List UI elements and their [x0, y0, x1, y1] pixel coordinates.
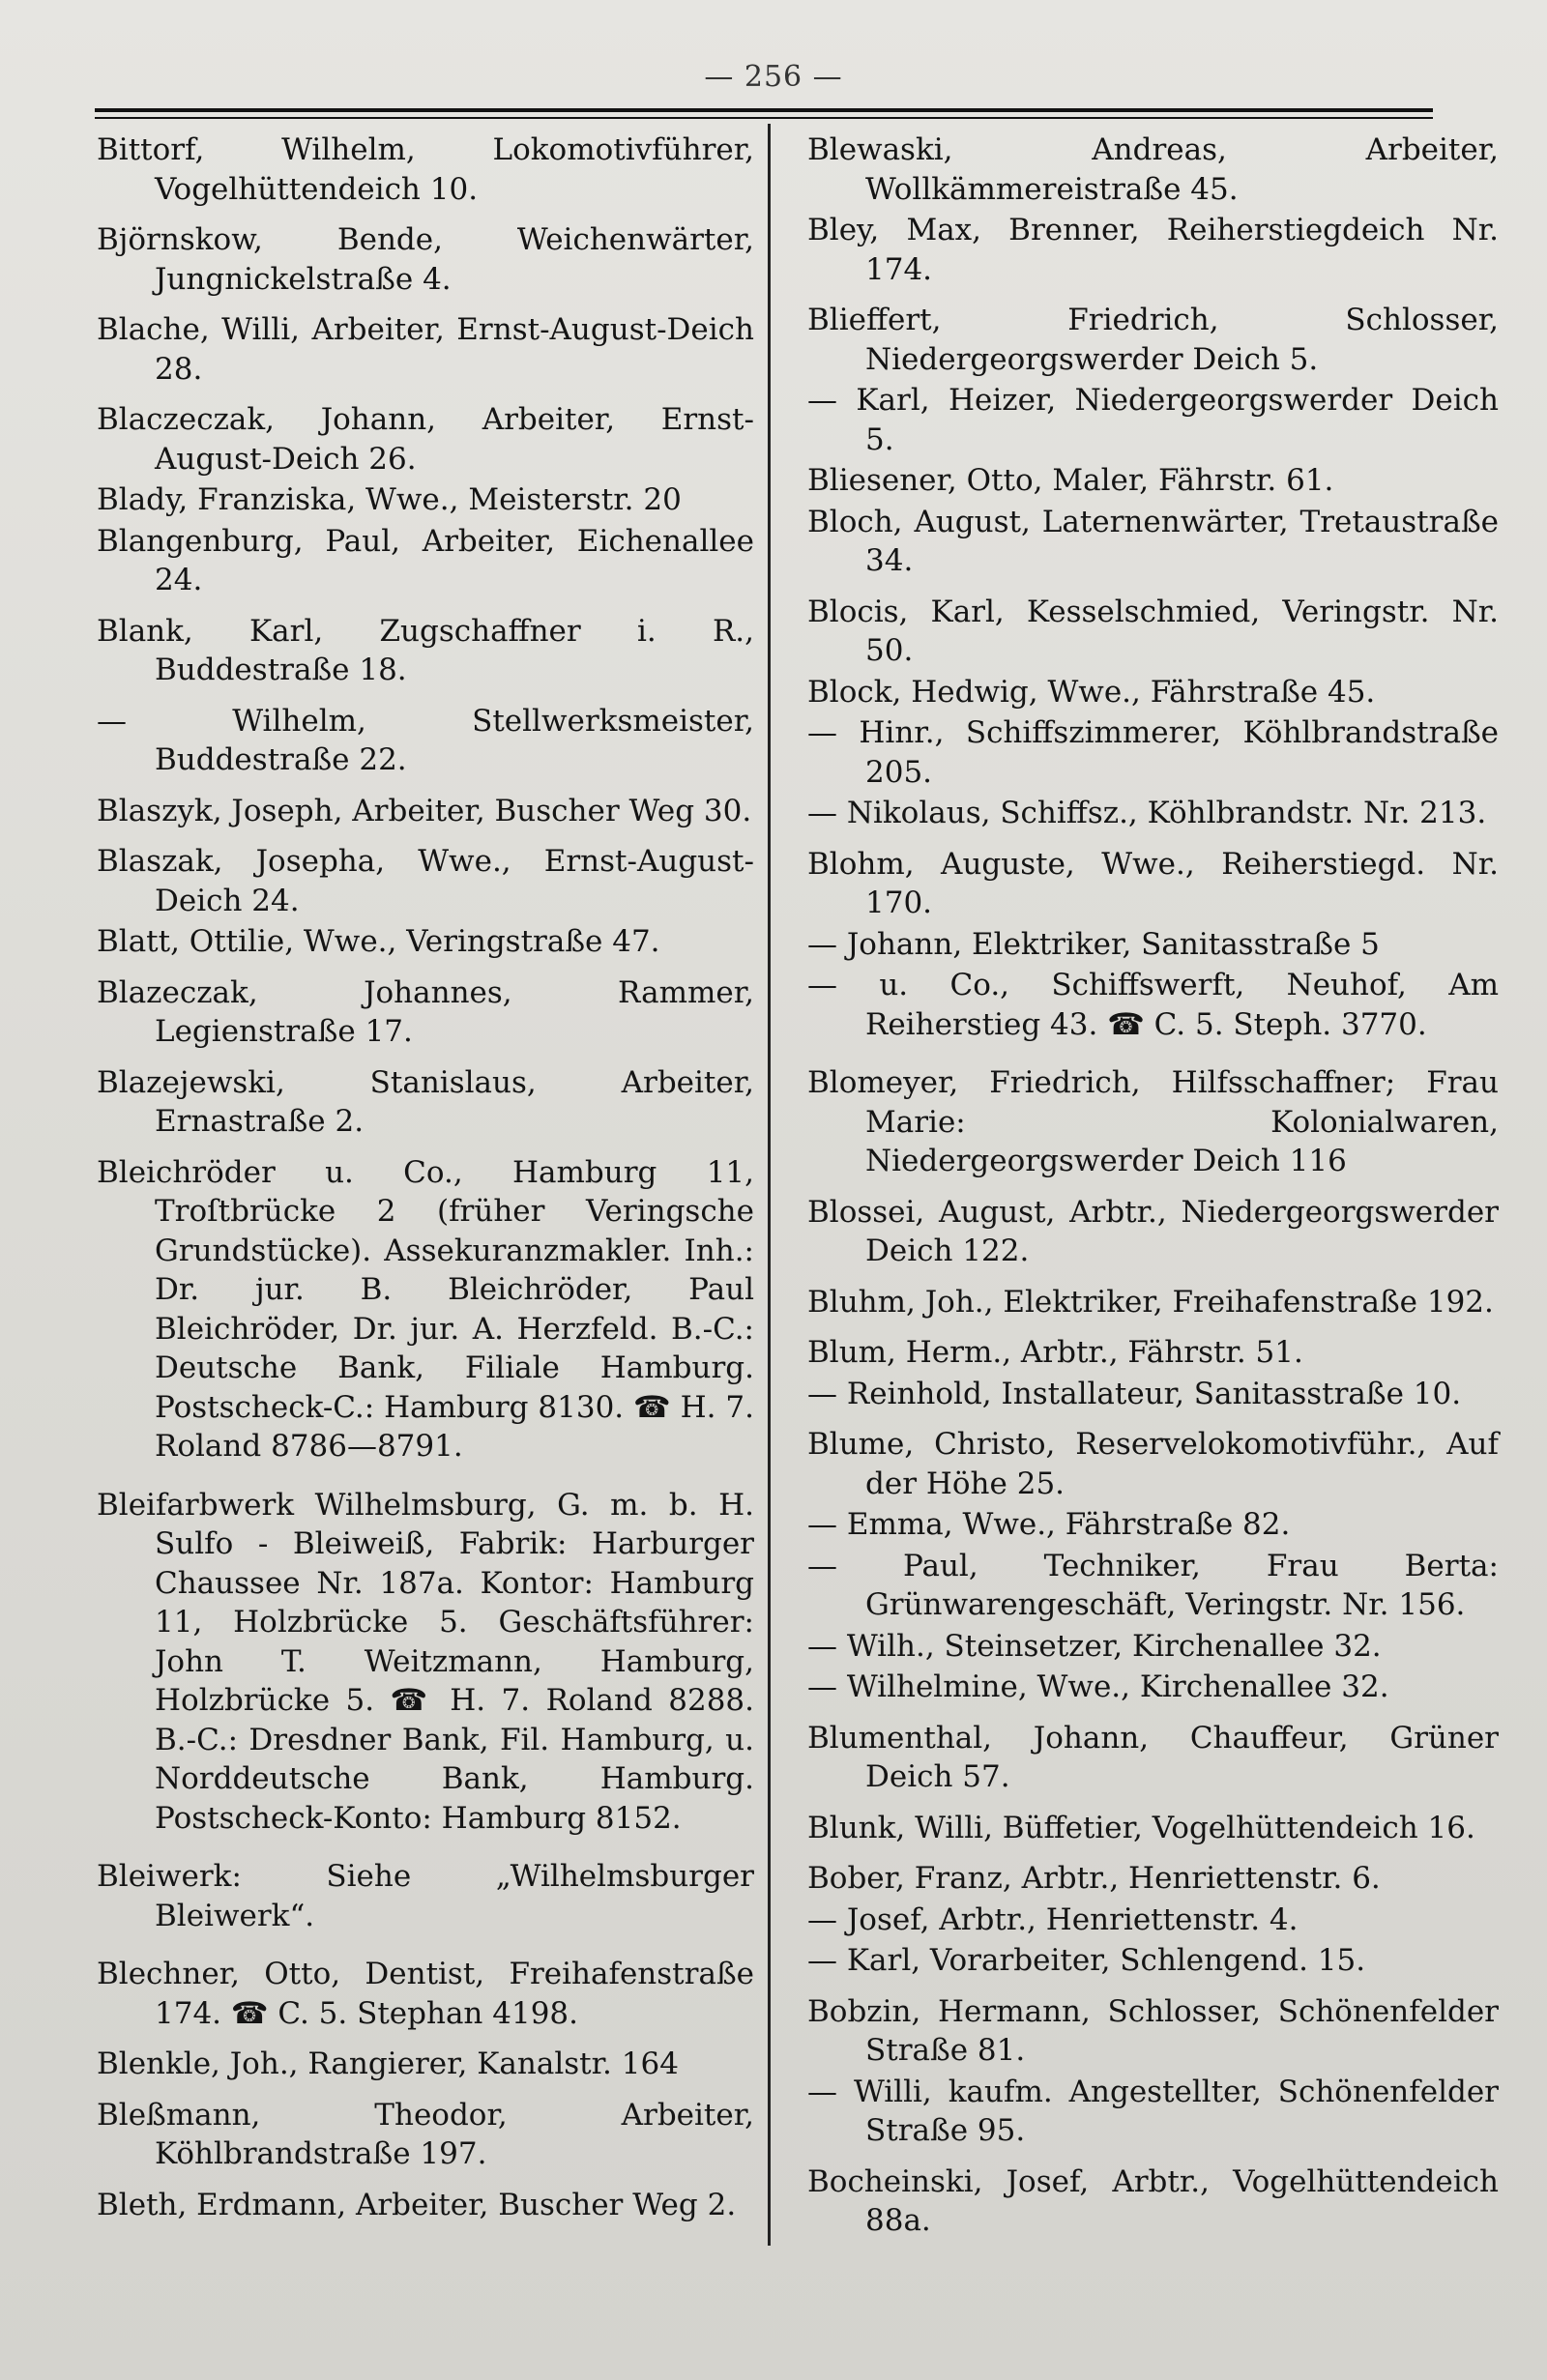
directory-entry: Blenkle, Joh., Rangierer, Kanalstr. 164 — [97, 2046, 679, 2081]
directory-entry: Bleifarbwerk Wilhelmsburg, G. m. b. H. Sulfo - Bleiweiß, Fabrik: Harburger Chaussee Nr. 187a. Kontor: Hamburg 11, Holzbrücke 5. Geschäftsführer: John T. Weitzmann, Hamburg, Holzbrücke 5. ☎ H. 7. Roland 8288. B.-C.: Dresdner Bank, Fil. Hamburg, u. Norddeutsche Bank, Hamburg. Postscheck-Konto: Hamburg 8152. — [97, 1487, 754, 1836]
directory-entry: — Reinhold, Installateur, Sanitasstraße 10. — [807, 1376, 1462, 1411]
directory-entry: Blache, Willi, Arbeiter, Ernst-August-Deich 28. — [97, 312, 754, 387]
directory-entry: Bleßmann, Theodor, Arbeiter, Köhlbrandstraße 197. — [97, 2097, 754, 2171]
directory-entry: — Hinr., Schiffszimmerer, Köhlbrandstraße 205. — [807, 715, 1499, 790]
directory-entry: Blohm, Auguste, Wwe., Reiherstiegd. Nr. 170. — [807, 846, 1499, 920]
directory-entry: Bittorf, Wilhelm, Lokomotivführer, Vogelhüttendeich 10. — [97, 132, 754, 207]
directory-entry: — Karl, Heizer, Niedergeorgswerder Deich 5. — [807, 383, 1499, 457]
directory-entry: Blocis, Karl, Kesselschmied, Veringstr. Nr. 50. — [807, 594, 1499, 668]
directory-entry: Blunk, Willi, Büffetier, Vogelhüttendeich 16. — [807, 1810, 1475, 1845]
directory-entry: Blazeczak, Johannes, Rammer, Legienstraße 17. — [97, 974, 754, 1049]
directory-entry: Bluhm, Joh., Elektriker, Freihafenstraße 192. — [807, 1284, 1494, 1320]
directory-entry: Blangenburg, Paul, Arbeiter, Eichenallee 24. — [97, 523, 754, 597]
directory-entry: Blady, Franziska, Wwe., Meisterstr. 20 — [97, 482, 682, 517]
directory-entry: Blum, Herm., Arbtr., Fährstr. 51. — [807, 1335, 1303, 1370]
directory-entry: Blazejewski, Stanislaus, Arbeiter, Ernastraße 2. — [97, 1064, 754, 1139]
directory-entry: Bloch, August, Laternenwärter, Tretaustraße 34. — [807, 504, 1499, 578]
header-rule — [95, 108, 1433, 119]
directory-entry: Bley, Max, Brenner, Reiherstiegdeich Nr. 174. — [807, 213, 1499, 287]
directory-entry: — Paul, Techniker, Frau Berta: Grünwarengeschäft, Veringstr. Nr. 156. — [807, 1548, 1499, 1622]
directory-entry: — Karl, Vorarbeiter, Schlengend. 15. — [807, 1943, 1366, 1978]
directory-entry: — Johann, Elektriker, Sanitasstraße 5 — [807, 926, 1380, 962]
directory-entry: Blaszyk, Joseph, Arbeiter, Buscher Weg 30. — [97, 793, 752, 828]
directory-entry: — Wilhelmine, Wwe., Kirchenallee 32. — [807, 1669, 1389, 1704]
directory-entry: — Willi, kaufm. Angestellter, Schönenfelder Straße 95. — [807, 2074, 1499, 2148]
column-divider — [768, 124, 771, 2246]
directory-entry: Bleth, Erdmann, Arbeiter, Buscher Weg 2. — [97, 2187, 737, 2222]
directory-entry: Blaczeczak, Johann, Arbeiter, Ernst-August-Deich 26. — [97, 402, 754, 477]
directory-entry: Bober, Franz, Arbtr., Henriettenstr. 6. — [807, 1861, 1381, 1896]
directory-entry: — Emma, Wwe., Fährstraße 82. — [807, 1507, 1291, 1542]
right-column — [807, 131, 1499, 2243]
directory-entry: — Josef, Arbtr., Henriettenstr. 4. — [807, 1901, 1299, 1937]
directory-entry: Blank, Karl, Zugschaffner i. R., Buddestraße 18. — [97, 613, 754, 687]
directory-entry: Blewaski, Andreas, Arbeiter, Wollkämmereistraße 45. — [807, 132, 1499, 207]
directory-entry: Bleichröder u. Co., Hamburg 11, Troſtbrücke 2 (früher Veringsche Grundstücke). Assekuranzmakler. Inh.: Dr. jur. B. Bleichröder, Paul Bleichröder, Dr. jur. A. Herzfeld. B.-C.: Deutsche Bank, Filiale Hamburg. Postscheck-C.: Hamburg 8130. ☎ H. 7. Roland 8786—8791. — [97, 1154, 754, 1464]
directory-entry: Björnskow, Bende, Weichenwärter, Jungnickelstraße 4. — [97, 222, 754, 297]
directory-entry: Bocheinski, Josef, Arbtr., Vogelhüttendeich 88a. — [807, 2163, 1499, 2238]
directory-entry: — Wilh., Steinsetzer, Kirchenallee 32. — [807, 1628, 1382, 1664]
directory-entry: Blume, Christo, Reservelokomotivführ., Auf der Höhe 25. — [807, 1427, 1499, 1501]
directory-entry: Blieffert, Friedrich, Schlosser, Niedergeorgswerder Deich 5. — [807, 303, 1499, 377]
directory-entry: Blumenthal, Johann, Chauffeur, Grüner Deich 57. — [807, 1720, 1499, 1794]
directory-entry: Blomeyer, Friedrich, Hilfsschaffner; Frau Marie: Kolonialwaren, Niedergeorgswerder Deich 116 — [807, 1065, 1499, 1178]
directory-entry: Blechner, Otto, Dentist, Freihafenstraße 174. ☎ C. 5. Stephan 4198. — [97, 1957, 754, 2031]
directory-entry: Bleiwerk: Siehe „Wilhelmsburger Bleiwerk“. — [97, 1859, 754, 1933]
directory-entry: Block, Hedwig, Wwe., Fährstraße 45. — [807, 674, 1376, 710]
directory-entry: Blatt, Ottilie, Wwe., Veringstraße 47. — [97, 924, 660, 959]
directory-entry: Bobzin, Hermann, Schlosser, Schönenfelder Straße 81. — [807, 1993, 1499, 2068]
directory-entry: Blaszak, Josepha, Wwe., Ernst-August-Deich 24. — [97, 844, 754, 918]
left-column — [97, 131, 754, 2226]
directory-entry: — Nikolaus, Schiffsz., Köhlbrandstr. Nr. 213. — [807, 796, 1487, 830]
directory-entry: — u. Co., Schiffswerft, Neuhof, Am Reiherstieg 43. ☎ C. 5. Steph. 3770. — [807, 968, 1499, 1042]
directory-entry: Blossei, August, Arbtr., Niedergeorgswerder Deich 122. — [807, 1194, 1499, 1268]
directory-entry: — Wilhelm, Stellwerksmeister, Buddestraße 22. — [97, 703, 754, 777]
directory-entry: Bliesener, Otto, Maler, Fährstr. 61. — [807, 463, 1334, 498]
page-number: — 256 — — [704, 60, 843, 94]
